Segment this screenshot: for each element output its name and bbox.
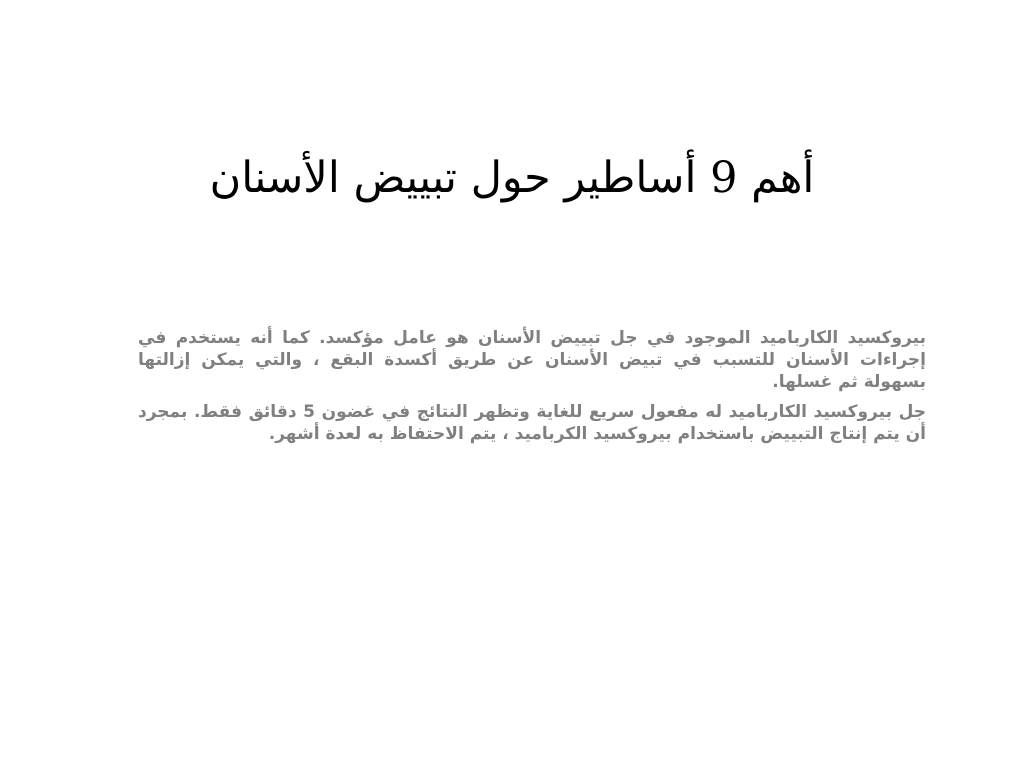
slide-title: أهم 9 أساطير حول تبييض الأسنان <box>209 153 815 203</box>
body-paragraph: بيروكسيد الكارباميد الموجود في جل تبييض الأسنان هو عامل مؤكسد. كما أنه يستخدم في إجراءات الأسنان للتسبب في تبيض الأسنان عن طريق أكسدة البقع ، والتي يمكن إزالتها بسهولة ثم غسلها. <box>138 328 926 392</box>
slide-body <box>138 327 926 453</box>
body-paragraph: جل بيروكسيد الكارباميد له مفعول سريع للغاية وتظهر النتائج في غضون 5 دقائق فقط. بمجرد أن يتم إنتاج التبييض باستخدام بيروكسيد الكرباميد ، يتم الاحتفاظ به لعدة أشهر. <box>138 402 927 444</box>
